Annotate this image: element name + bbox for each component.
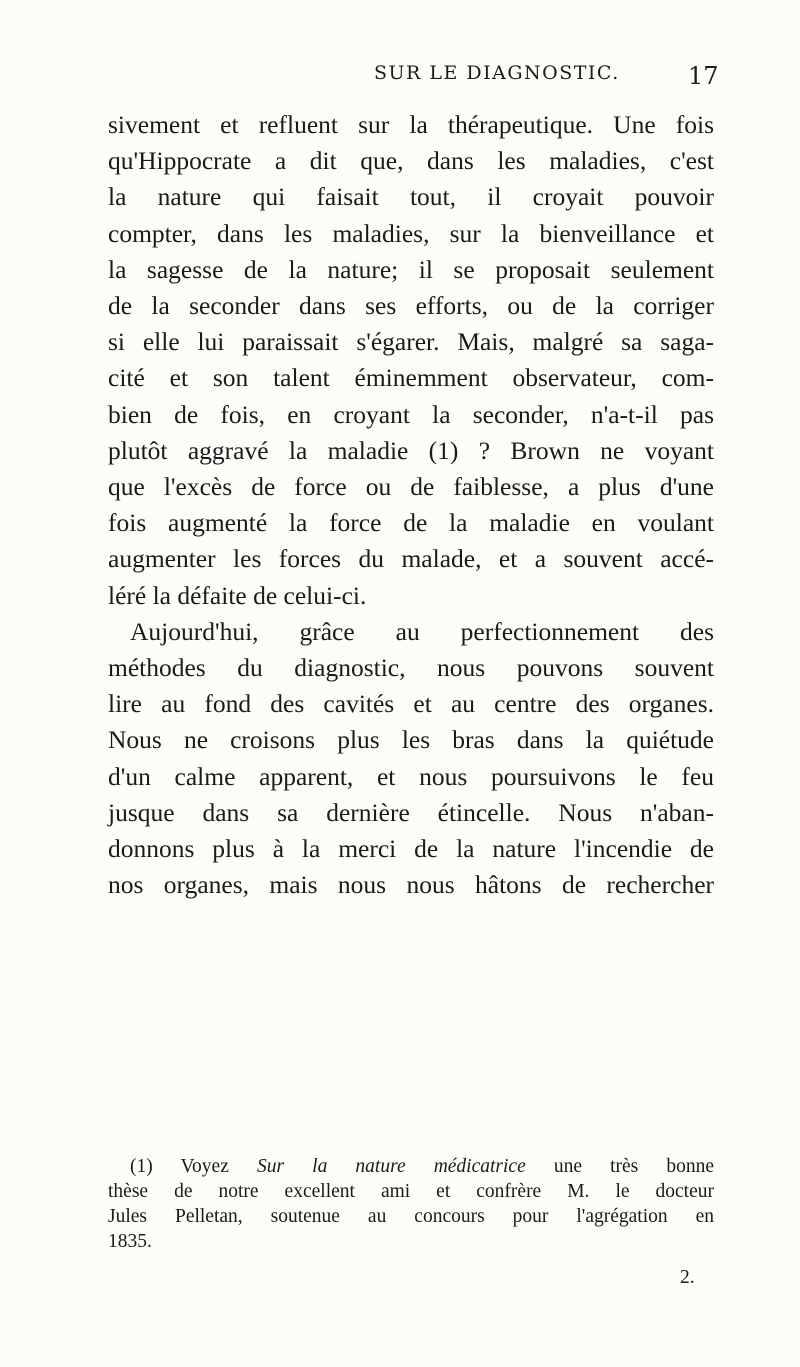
body-line: nos organes, mais nous nous hâtons de rechercher	[108, 870, 714, 900]
body-line: sivement et refluent sur la thérapeutique. Une fois	[108, 110, 714, 139]
body-line: Nous ne croisons plus les bras dans la quiétude	[108, 725, 714, 755]
body-line: cité et son talent éminemment observateur, com-	[108, 363, 714, 393]
body-line: la nature qui faisait tout, il croyait pouvoir	[108, 182, 714, 212]
body-line: d'un calme apparent, et nous poursuivons le feu	[108, 761, 714, 791]
signature-mark: 2.	[680, 1267, 695, 1288]
body-line: léré la défaite de celui-ci.	[108, 580, 367, 610]
body-line: augmenter les forces du malade, et a souvent accé-	[108, 544, 714, 574]
body-text	[108, 107, 714, 903]
body-line: Aujourd'hui, grâce au perfectionnement des	[130, 616, 714, 646]
body-line: la sagesse de la nature; il se proposait seulement	[108, 254, 714, 284]
footnote-line: 1835.	[108, 1231, 152, 1252]
page-number: 17	[688, 62, 719, 90]
body-line: lire au fond des cavités et au centre des organes.	[108, 689, 714, 719]
footnote-line: thèse de notre excellent ami et confrère M. le docteur	[108, 1181, 714, 1202]
body-line: jusque dans sa dernière étincelle. Nous n'aban-	[108, 797, 714, 827]
body-line: de la seconder dans ses efforts, ou de la corriger	[108, 291, 714, 321]
footnote-cited-title: Sur la nature médicatrice	[256, 1156, 526, 1177]
body-line: plutôt aggravé la maladie (1) ? Brown ne voyant	[108, 435, 714, 465]
body-line: bien de fois, en croyant la seconder, n'a-t-il pas	[108, 399, 714, 429]
body-line: donnons plus à la merci de la nature l'incendie de	[108, 834, 714, 864]
body-line: qu'Hippocrate a dit que, dans les maladies, c'est	[108, 146, 714, 176]
footnote-line	[108, 1154, 714, 1179]
footnote-ref: (1) Voyez	[130, 1156, 257, 1177]
body-line: si elle lui paraissait s'égarer. Mais, malgré sa saga-	[108, 327, 714, 357]
body-line: compter, dans les maladies, sur la bienveillance et	[108, 218, 714, 248]
running-head-title: SUR LE DIAGNOSTIC.	[374, 62, 620, 84]
body-line: fois augmenté la force de la maladie en voulant	[108, 508, 714, 538]
footnote	[108, 1154, 714, 1254]
footnote-text: une très bonne	[525, 1156, 715, 1177]
footnote-line: Jules Pelletan, soutenue au concours pour l'agrégation en	[108, 1206, 714, 1227]
body-line: que l'excès de force ou de faiblesse, a plus d'une	[108, 472, 714, 502]
body-line: méthodes du diagnostic, nous pouvons souvent	[108, 653, 714, 683]
